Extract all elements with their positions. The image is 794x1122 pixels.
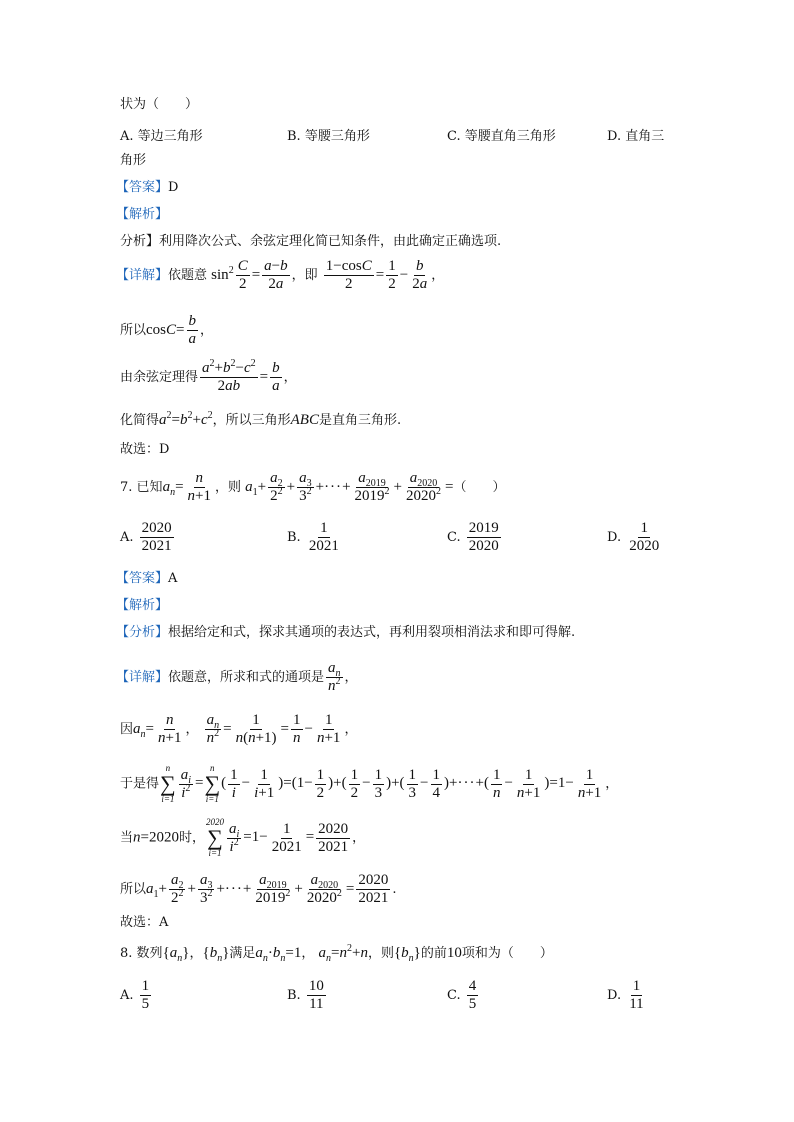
q6-option-c: C. 等腰直角三角形 <box>447 129 556 144</box>
q7-option-d: D. $\frac{1}{2020}$ <box>607 520 660 554</box>
q7-answer: 【答案】A <box>116 571 178 586</box>
q6-final: 故选：D <box>120 442 170 457</box>
q6-option-b: B. 等腰三角形 <box>287 129 370 144</box>
q6-option-a: A. 等边三角形 <box>120 129 203 144</box>
q8-option-d: D. $\frac{1}{11}$ <box>607 978 644 1012</box>
q7-detail-line-2: 因$a_n=$ $\frac{n}{n+1}$ ， $\frac{a_n}{n^2}$ = $\frac{1}{n(n+1)}$ = $\frac{1}{n}$ − $\frac{1}{n+1}$ ， <box>120 712 358 746</box>
q7-option-c: C. $\frac{2019}{2020}$ <box>447 520 499 554</box>
q7-option-b: B. $\frac{1}{2021}$ <box>287 520 339 554</box>
q7-option-a: A. $\frac{2020}{2021}$ <box>120 520 172 554</box>
q6-option-d-wrap: 角形 <box>120 153 147 168</box>
q7-analysis-tag: 【解析】 <box>116 598 169 613</box>
q6-detail-line-3: 由余弦定理得 $\frac{a^2+b^2-c^2}{2ab}$ = $\frac{b}{a}$ ， <box>120 358 297 394</box>
q7-stem: 7. 已知$a_n=$ $\frac{n}{n+1}$ ，则 $a_1+$ $\frac{a_2}{2^2}$ + $\frac{a_3}{3^2}$ +···+ $\frac{a_{2019}}{2019^2}$ + $\frac{a_{2020}}{2020^2}$ =（ ） <box>120 470 506 504</box>
q7-detail-line-5: 所以$a_1+$ $\frac{a_2}{2^2}$ + $\frac{a_3}{3^2}$ +···+ $\frac{a_{2019}}{2019^2}$ + $\frac{a_{2020}}{2020^2}$ = $\frac{2020}{2021}$ . <box>120 872 397 906</box>
q6-detail-line-2: 所以cosC= $\frac{b}{a}$ ， <box>120 313 214 347</box>
q8-option-b: B. $\frac{10}{11}$ <box>287 978 324 1012</box>
q8-stem: 8. 数列$\{a_n\}$，$\{b_n\}$满足$a_n\cdot b_n=1$， $a_n=n^2+n$，则$\{b_n\}$的前10项和为（ ） <box>120 943 553 964</box>
q6-detail-line-4: 化简得$a^2=b^2+c^2$，所以三角形ABC是直角三角形. <box>120 410 402 428</box>
q6-option-d: D. 直角三 <box>607 129 665 144</box>
q6-stem-tail: 状为（ ） <box>120 97 199 112</box>
q8-option-c: C. $\frac{4}{5}$ <box>447 978 477 1012</box>
q7-fenxi: 【分析】根据给定和式，探求其通项的表达式，再利用裂项相消法求和即可得解. <box>116 625 576 640</box>
q6-fenxi: 分析】利用降次公式、余弦定理化简已知条件，由此确定正确选项. <box>120 234 502 249</box>
q6-detail-line-1: 【详解】依题意 $\sin^2$ $\frac{C}{2}$ = $\frac{a-b}{2a}$ ，即 $\frac{1-\cos C}{2}$ = $\frac{1}{2}$ − $\frac{b}{2a}$ ， <box>116 258 445 292</box>
q6-analysis-tag: 【解析】 <box>116 207 169 222</box>
q7-detail-line-1: 【详解】依题意，所求和式的通项是 $\frac{a_n}{n^2}$ ， <box>116 660 358 694</box>
q8-option-a: A. $\frac{1}{5}$ <box>120 978 150 1012</box>
q6-answer: 【答案】D <box>116 180 179 195</box>
q7-detail-line-3: 于是得 n ∑ i=1 $\frac{a_i}{i^2}$ = n ∑ i=1 ( $\frac{1}{i}$ − $\frac{1}{i+1}$ )=(1− $\frac{1}{2}$ )+( $\frac{1}{2}$ − $\frac{1}{3}$ )+( $\frac{1}{3}$ − $\frac{1}{4}$ )+···+( $\frac{1}{n}$ − $\frac{1}{n+1}$ )=1− $\frac{1}{n+1}$ ， <box>120 763 619 804</box>
q7-detail-line-4: 当n=2020时， 2020 ∑ i=1 $\frac{a_i}{i^2}$ =1− $\frac{1}{2021}$ = $\frac{2020}{2021}$ ， <box>120 817 366 858</box>
q7-final: 故选：A <box>120 915 169 930</box>
